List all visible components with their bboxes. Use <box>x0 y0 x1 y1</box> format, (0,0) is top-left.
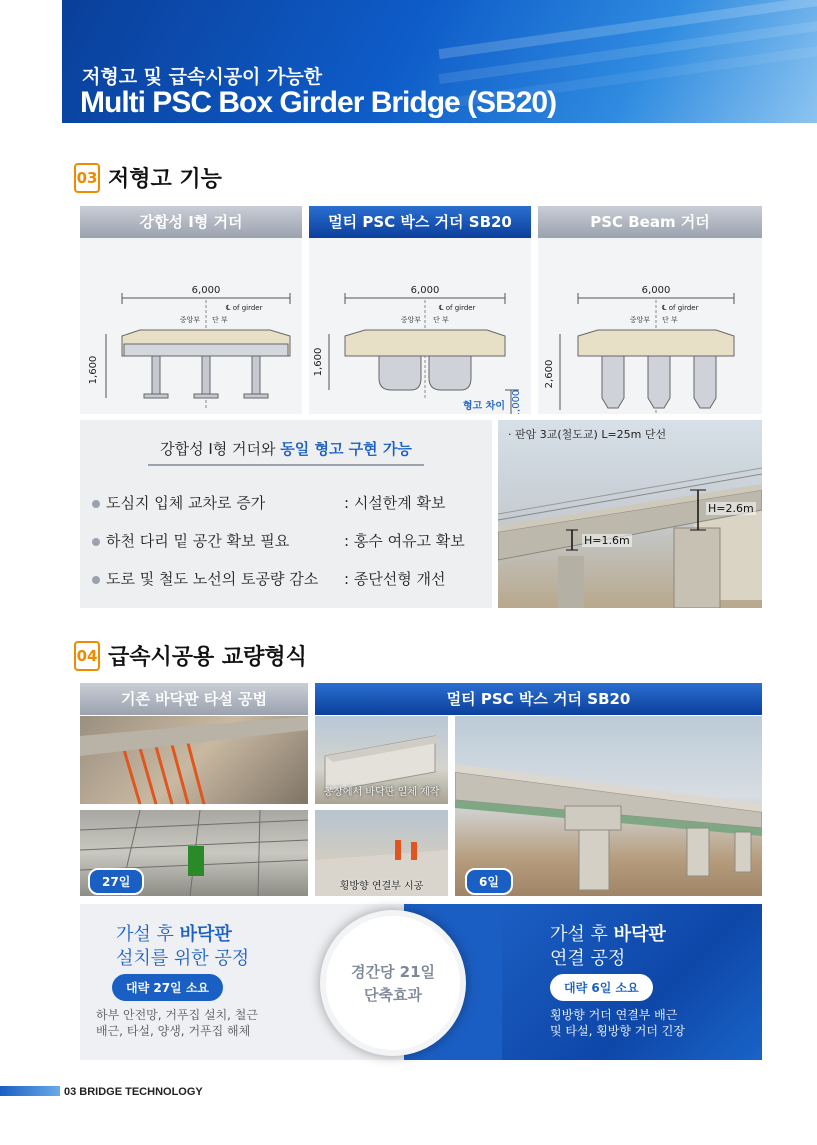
height-label-short: H=1.6m <box>584 534 630 547</box>
transverse-joint-photo <box>315 810 448 896</box>
duration-badge-6: 6일 <box>465 868 513 895</box>
footer-text: 03 BRIDGE TECHNOLOGY <box>64 1086 203 1098</box>
panel-desc-line2: 및 타설, 횡방향 거더 긴장 <box>550 1024 685 1038</box>
panel-desc-line1: 횡방향 거더 연결부 배근 <box>550 1008 678 1022</box>
sb20-method-header: 멀티 PSC 박스 거더 SB20 <box>315 683 762 715</box>
rebar-photo <box>80 716 308 804</box>
info-item: 하천 다리 밑 공간 확보 필요 <box>92 530 289 551</box>
info-item: 도심지 입체 교차로 증가 <box>92 492 265 513</box>
section04-number: 04 <box>74 641 100 671</box>
header-subtitle: 저형고 및 급속시공이 가능한 <box>82 66 323 88</box>
girder-diagram <box>309 238 531 414</box>
duration-badge-27: 27일 <box>88 868 144 895</box>
height-dimension: 2,600 <box>544 359 555 389</box>
panel-title-line1: 가설 후 바닥판 <box>116 924 232 945</box>
column-header: 멀티 PSC 박스 거더 SB20 <box>309 206 531 238</box>
height-dimension: 1,600 <box>313 347 324 377</box>
column-header: 강합성 I형 거더 <box>80 206 302 238</box>
height-difference-dimension: 1,000 <box>511 389 522 414</box>
height-difference-label: 형고 차이 <box>462 401 505 412</box>
panel-title-line2: 연결 공정 <box>550 948 626 969</box>
footer-bar <box>0 1086 60 1096</box>
photo-caption: · 판암 3교(철도교) L=25m 단선 <box>508 428 667 441</box>
section04-heading <box>74 640 307 671</box>
section03-title: 저형고 기능 <box>108 167 222 192</box>
header-title: Multi PSC Box Girder Bridge (SB20) <box>80 86 557 119</box>
panel-desc-line2: 배근, 타설, 양생, 거푸집 해체 <box>96 1024 251 1038</box>
savings-circle <box>320 910 466 1056</box>
column-multi-psc-box <box>309 206 531 414</box>
joint-caption: 횡방향 연결부 시공 <box>339 881 424 892</box>
railway-bridge-photo <box>498 420 762 608</box>
duration-pill: 대략 6일 소요 <box>550 974 653 1001</box>
sb20-process-panel <box>502 904 762 1060</box>
column-steel-i-girder <box>80 206 302 414</box>
width-dimension: 6,000 <box>191 285 221 296</box>
center-label: 중앙부 <box>400 316 421 324</box>
panel-title-line1: 가설 후 바닥판 <box>550 924 666 945</box>
center-label: 중앙부 <box>179 316 200 324</box>
savings-line2: 단축효과 <box>364 986 422 1004</box>
section03-number: 03 <box>74 163 100 193</box>
factory-caption: 공장에서 바닥판 일체 제작 <box>323 787 440 798</box>
info-headline: 강합성 I형 거더와 동일 형고 구현 가능 <box>160 440 412 458</box>
end-label: 단 부 <box>433 316 449 324</box>
end-label: 단 부 <box>212 316 228 324</box>
factory-deck-photo <box>315 716 448 804</box>
girder-diagram <box>538 238 762 414</box>
low-height-info-box <box>80 420 492 608</box>
column-header: PSC Beam 거더 <box>538 206 762 238</box>
width-dimension: 6,000 <box>410 285 440 296</box>
girder-diagram <box>80 238 302 414</box>
completed-bridge-photo <box>455 716 762 896</box>
panel-title-line2: 설치를 위한 공정 <box>116 948 250 969</box>
info-item-result: : 시설한계 확보 <box>344 494 446 512</box>
conventional-method-header: 기존 바닥판 타설 공법 <box>80 683 308 715</box>
info-item: 도로 및 철도 노선의 토공량 감소 <box>92 568 318 589</box>
panel-desc-line1: 하부 안전망, 거푸집 설치, 철근 <box>96 1008 258 1022</box>
info-item-result: : 홍수 여유고 확보 <box>344 532 465 550</box>
conventional-process-panel <box>80 904 306 1060</box>
formwork-photo <box>80 810 308 896</box>
width-dimension: 6,000 <box>641 285 671 296</box>
height-dimension: 1,600 <box>88 355 99 385</box>
height-label-tall: H=2.6m <box>708 502 754 515</box>
centerline-label: ℄ of girder <box>662 304 699 312</box>
info-item-result: : 종단선형 개선 <box>344 570 446 588</box>
centerline-label: ℄ of girder <box>439 304 476 312</box>
duration-pill: 대략 27일 소요 <box>112 974 223 1001</box>
center-label: 중앙부 <box>629 316 650 324</box>
savings-line1: 경간당 21일 <box>350 963 436 981</box>
section04-title: 급속시공용 교량형식 <box>108 645 307 670</box>
section03-heading <box>74 162 222 193</box>
end-label: 단 부 <box>662 316 678 324</box>
centerline-label: ℄ of girder <box>226 304 263 312</box>
column-psc-beam <box>538 206 762 414</box>
